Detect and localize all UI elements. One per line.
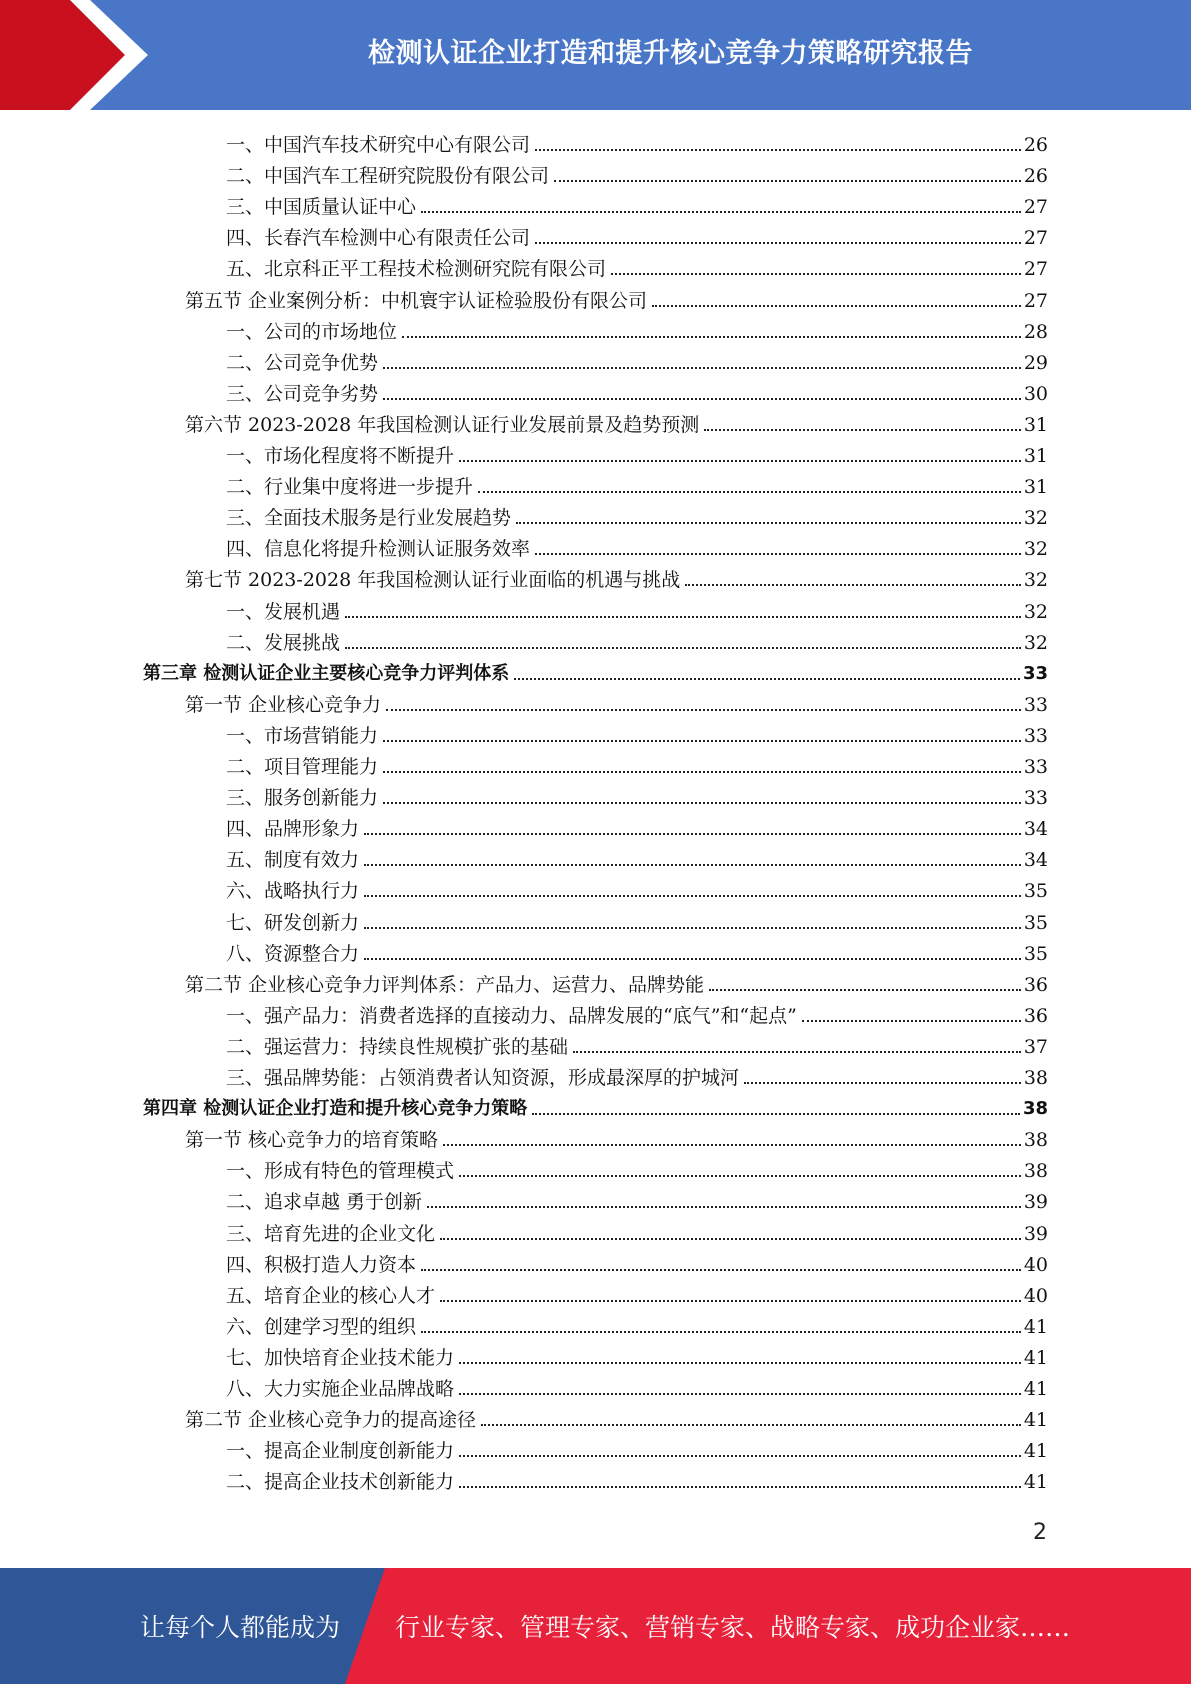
toc-entry[interactable] (226, 811, 1048, 841)
toc-entry[interactable] (185, 1402, 1048, 1432)
toc-entry[interactable] (226, 345, 1048, 375)
toc-entry-page: 32 (1023, 538, 1048, 561)
page-footer (0, 1568, 1191, 1684)
toc-entry-title: 二、追求卓越 勇于创新 (226, 1191, 423, 1214)
toc-entry[interactable] (185, 1122, 1048, 1152)
toc-entry-title: 二、提高企业技术创新能力 (226, 1471, 455, 1494)
toc-entry-page: 39 (1023, 1191, 1048, 1214)
toc-leader-dots (459, 459, 1021, 462)
toc-entry-title: 三、服务创新能力 (226, 787, 379, 810)
toc-leader-dots (459, 1392, 1021, 1395)
toc-entry-title: 第三章 检测认证企业主要核心竞争力评判体系 (143, 662, 510, 684)
toc-entry-page: 34 (1023, 818, 1048, 841)
toc-entry-title: 一、形成有特色的管理模式 (226, 1160, 455, 1183)
toc-entry-title: 三、强品牌势能：占领消费者认知资源，形成最深厚的护城河 (226, 1067, 740, 1089)
toc-entry-title: 三、培育先进的企业文化 (226, 1222, 436, 1245)
toc-entry-page: 38 (1023, 1160, 1048, 1183)
toc-leader-dots (386, 708, 1021, 711)
toc-leader-dots (364, 863, 1021, 866)
toc-entry[interactable] (226, 873, 1048, 903)
toc-entry[interactable] (226, 1029, 1048, 1059)
toc-leader-dots (383, 397, 1021, 400)
toc-leader-dots (459, 1454, 1021, 1457)
toc-entry-page: 41 (1023, 1315, 1048, 1338)
toc-entry-page: 27 (1023, 258, 1048, 281)
toc-entry-title: 第二节 企业核心竞争力评判体系：产品力、运营力、品牌势能 (185, 973, 705, 996)
toc-entry[interactable] (226, 127, 1048, 157)
toc-entry[interactable] (226, 1464, 1048, 1494)
toc-entry[interactable] (185, 967, 1048, 997)
toc-leader-dots (364, 957, 1021, 960)
toc-entry-title: 四、长春汽车检测中心有限责任公司 (226, 227, 531, 250)
toc-entry[interactable] (226, 1278, 1048, 1308)
toc-entry[interactable] (143, 1091, 1048, 1121)
toc-entry[interactable] (185, 283, 1048, 313)
toc-entry-page: 38 (1023, 1129, 1048, 1152)
toc-leader-dots (481, 1423, 1021, 1426)
toc-entry-page: 35 (1023, 911, 1048, 934)
toc-entry[interactable] (226, 531, 1048, 561)
toc-entry[interactable] (226, 625, 1048, 655)
toc-leader-dots (535, 552, 1021, 555)
toc-entry-title: 一、提高企业制度创新能力 (226, 1440, 455, 1463)
toc-leader-dots (364, 894, 1021, 897)
toc-entry-page: 28 (1023, 320, 1048, 343)
toc-entry-title: 二、公司竞争优势 (226, 351, 379, 374)
toc-entry-title: 五、培育企业的核心人才 (226, 1284, 436, 1307)
toc-leader-dots (364, 926, 1021, 929)
toc-entry-page: 29 (1023, 351, 1048, 374)
toc-entry-title: 六、战略执行力 (226, 880, 360, 903)
toc-entry-page: 30 (1023, 382, 1048, 405)
toc-entry[interactable] (226, 780, 1048, 810)
toc-leader-dots (652, 304, 1021, 307)
toc-entry-page: 32 (1023, 569, 1048, 592)
toc-entry-page: 33 (1023, 724, 1048, 747)
toc-entry-page: 26 (1023, 134, 1048, 156)
toc-entry-title: 三、中国质量认证中心 (226, 196, 417, 219)
toc-entry[interactable] (185, 407, 1048, 437)
page-header (0, 0, 1191, 110)
toc-entry[interactable] (226, 842, 1048, 872)
toc-entry[interactable] (185, 687, 1048, 717)
toc-leader-dots (440, 1299, 1021, 1302)
toc-entry[interactable] (226, 998, 1048, 1028)
toc-entry-page: 34 (1023, 849, 1048, 872)
toc-entry[interactable] (226, 220, 1048, 250)
toc-entry-title: 第一节 企业核心竞争力 (185, 693, 382, 716)
toc-entry-page: 35 (1023, 942, 1048, 965)
page-number: 2 (1033, 1520, 1047, 1545)
toc-leader-dots (573, 1050, 1021, 1053)
toc-entry-page: 38 (1023, 1067, 1048, 1089)
toc-entry-page: 33 (1023, 787, 1048, 810)
toc-leader-dots (383, 770, 1021, 773)
toc-entry-page: 41 (1023, 1378, 1048, 1400)
toc-entry-title: 一、发展机遇 (226, 600, 341, 623)
toc-leader-dots (532, 1112, 1020, 1115)
toc-leader-dots (554, 179, 1021, 182)
toc-leader-dots (383, 739, 1021, 742)
toc-leader-dots (459, 1174, 1021, 1177)
toc-entry-title: 七、研发创新力 (226, 911, 360, 934)
toc-leader-dots (443, 1143, 1021, 1146)
toc-entry-page: 41 (1023, 1471, 1048, 1494)
toc-entry-page: 27 (1023, 196, 1048, 219)
toc-entry-title: 二、项目管理能力 (226, 756, 379, 778)
toc-entry-title: 第七节 2023-2028 年我国检测认证行业面临的机遇与挑战 (185, 569, 681, 592)
toc-leader-dots (364, 832, 1021, 835)
toc-entry-page: 32 (1023, 600, 1048, 623)
toc-leader-dots (345, 646, 1021, 649)
toc-leader-dots (802, 1019, 1021, 1022)
toc-entry-title: 一、中国汽车技术研究中心有限公司 (226, 134, 531, 156)
toc-entry-page: 31 (1023, 476, 1048, 499)
toc-entry[interactable] (226, 438, 1048, 468)
toc-entry[interactable] (226, 1060, 1048, 1090)
toc-entry-page: 31 (1023, 413, 1048, 436)
toc-entry-title: 一、市场营销能力 (226, 724, 379, 747)
footer-slogan-right: 行业专家、管理专家、营销专家、战略专家、成功企业家…… (395, 1613, 1071, 1642)
toc-leader-dots (459, 1485, 1021, 1488)
toc-entry-page: 40 (1023, 1284, 1048, 1307)
toc-leader-dots (383, 366, 1021, 369)
toc-entry[interactable] (226, 376, 1048, 406)
toc-entry-title: 四、信息化将提升检测认证服务效率 (226, 538, 531, 561)
toc-entry-page: 38 (1022, 1098, 1048, 1120)
toc-leader-dots (516, 521, 1021, 524)
report-title: 检测认证企业打造和提升核心竞争力策略研究报告 (368, 37, 973, 69)
toc-leader-dots (421, 1330, 1021, 1333)
toc-leader-dots (421, 1268, 1021, 1271)
toc-leader-dots (427, 1205, 1021, 1208)
toc-entry-page: 31 (1023, 445, 1048, 467)
toc-entry-title: 五、制度有效力 (226, 849, 360, 872)
toc-entry-page: 33 (1022, 662, 1048, 684)
toc-entry[interactable] (226, 158, 1048, 188)
toc-entry[interactable] (226, 469, 1048, 499)
toc-entry-title: 第五节 企业案例分析：中机寰宇认证检验股份有限公司 (185, 289, 648, 312)
toc-entry-title: 二、行业集中度将进一步提升 (226, 476, 474, 499)
toc-leader-dots (345, 615, 1021, 618)
toc-entry-page: 40 (1023, 1253, 1048, 1276)
toc-entry[interactable] (226, 1340, 1048, 1370)
toc-entry-title: 六、创建学习型的组织 (226, 1315, 417, 1338)
toc-entry-page: 33 (1023, 693, 1048, 716)
toc-entry[interactable] (226, 314, 1048, 344)
toc-entry-title: 二、发展挑战 (226, 631, 341, 654)
toc-leader-dots (459, 1361, 1021, 1364)
toc-leader-dots (704, 428, 1021, 431)
toc-entry-title: 七、加快培育企业技术能力 (226, 1346, 455, 1369)
toc-entry-title: 八、大力实施企业品牌战略 (226, 1378, 455, 1400)
toc-entry-page: 36 (1023, 973, 1048, 996)
toc-entry-page: 26 (1023, 165, 1048, 188)
toc-leader-dots (535, 241, 1021, 244)
toc-entry-page: 27 (1023, 289, 1048, 312)
toc-leader-dots (514, 677, 1020, 680)
toc-entry[interactable] (185, 562, 1048, 592)
toc-entry-page: 27 (1023, 227, 1048, 250)
toc-entry-title: 四、品牌形象力 (226, 818, 360, 841)
toc-entry-title: 一、强产品力：消费者选择的直接动力、品牌发展的“底气”和“起点” (226, 1004, 797, 1027)
toc-entry[interactable] (226, 594, 1048, 624)
toc-entry[interactable] (226, 1216, 1048, 1246)
toc-entry-page: 36 (1023, 1004, 1048, 1027)
toc-entry-page: 32 (1023, 631, 1048, 654)
toc-entry[interactable] (226, 1184, 1048, 1214)
toc-leader-dots (440, 1237, 1021, 1240)
toc-entry-page: 41 (1023, 1440, 1048, 1463)
toc-entry[interactable] (226, 500, 1048, 530)
toc-entry-page: 33 (1023, 756, 1048, 778)
toc-leader-dots (383, 801, 1021, 804)
toc-entry-page: 32 (1023, 507, 1048, 530)
toc-entry[interactable] (226, 718, 1048, 748)
toc-entry-title: 二、强运营力：持续良性规模扩张的基础 (226, 1035, 569, 1058)
toc-entry[interactable] (143, 656, 1048, 686)
toc-leader-dots (402, 335, 1021, 338)
toc-entry-title: 第二节 企业核心竞争力的提高途径 (185, 1409, 477, 1432)
toc-entry-title: 八、资源整合力 (226, 942, 360, 965)
toc-entry-page: 37 (1023, 1035, 1048, 1058)
toc-entry-title: 一、市场化程度将不断提升 (226, 445, 455, 467)
toc-entry-title: 第六节 2023-2028 年我国检测认证行业发展前景及趋势预测 (185, 413, 700, 436)
toc-entry[interactable] (226, 1153, 1048, 1183)
toc-entry-title: 第一节 核心竞争力的培育策略 (185, 1129, 439, 1152)
toc-leader-dots (535, 148, 1021, 151)
toc-leader-dots (478, 490, 1021, 493)
toc-entry[interactable] (226, 1309, 1048, 1339)
toc-entry-title: 二、中国汽车工程研究院股份有限公司 (226, 165, 550, 188)
toc-entry[interactable] (226, 749, 1048, 779)
toc-entry-page: 41 (1023, 1346, 1048, 1369)
toc-entry[interactable] (226, 1433, 1048, 1463)
toc-entry-page: 41 (1023, 1409, 1048, 1432)
toc-entry-title: 三、全面技术服务是行业发展趋势 (226, 507, 512, 530)
toc-entry[interactable] (226, 251, 1048, 281)
toc-entry[interactable] (226, 1247, 1048, 1277)
toc-entry-page: 39 (1023, 1222, 1048, 1245)
toc-entry-title: 一、公司的市场地位 (226, 320, 398, 343)
toc-leader-dots (709, 988, 1021, 991)
toc-leader-dots (744, 1081, 1021, 1084)
toc-entry-title: 四、积极打造人力资本 (226, 1253, 417, 1276)
toc-entry[interactable] (226, 189, 1048, 219)
toc-leader-dots (685, 583, 1021, 586)
toc-entry-title: 第四章 检测认证企业打造和提升核心竞争力策略 (143, 1098, 528, 1120)
footer-slogan-left: 让每个人都能成为 (140, 1613, 341, 1642)
toc-entry[interactable] (226, 1371, 1048, 1401)
toc-leader-dots (611, 272, 1021, 275)
toc-entry[interactable] (226, 905, 1048, 935)
toc-entry-page: 35 (1023, 880, 1048, 903)
toc-entry-title: 三、公司竞争劣势 (226, 382, 379, 405)
toc-entry-title: 五、北京科正平工程技术检测研究院有限公司 (226, 258, 607, 281)
toc-leader-dots (421, 210, 1021, 213)
toc-entry[interactable] (226, 936, 1048, 966)
